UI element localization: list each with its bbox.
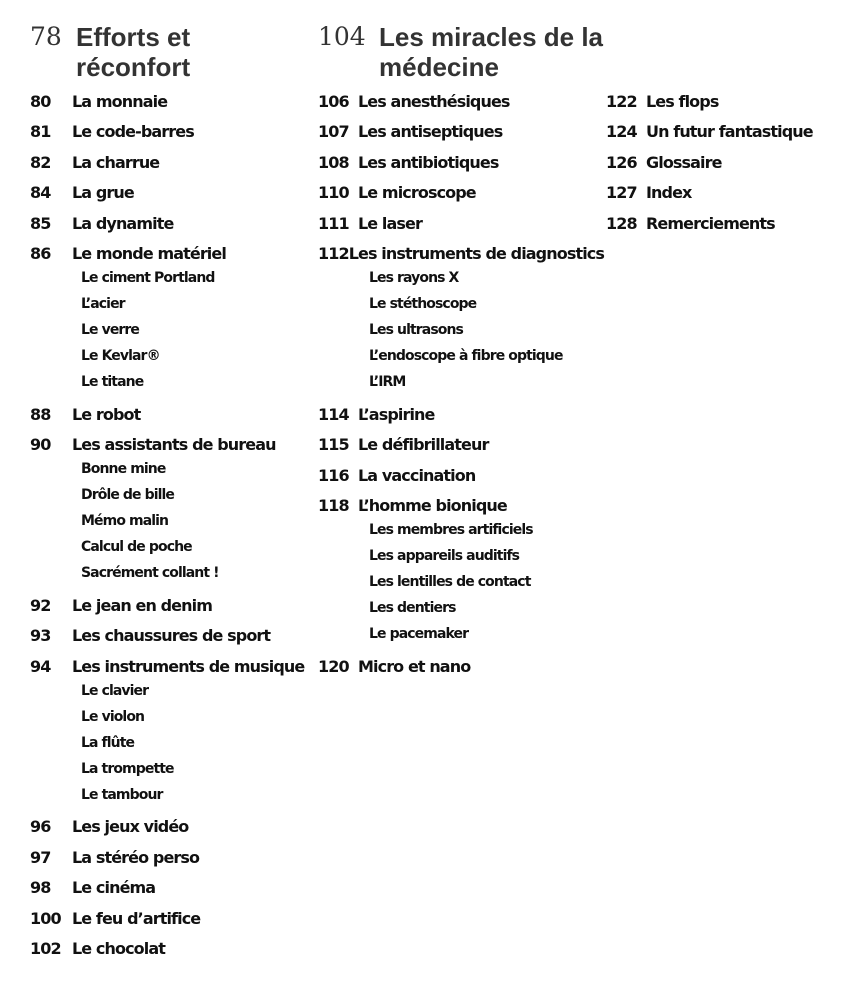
entry-page-number: 98 bbox=[30, 878, 51, 898]
toc-entries bbox=[318, 86, 604, 682]
entry-page-number: 110 bbox=[318, 183, 349, 203]
section-title: Efforts et réconfort bbox=[76, 22, 191, 82]
toc-subentry: Sacrément collant ! bbox=[81, 565, 219, 581]
section-page-number: 78 bbox=[30, 22, 62, 51]
toc-subentry: Mémo malin bbox=[81, 513, 169, 529]
toc-column-1 bbox=[30, 0, 312, 964]
toc-subentry: Les dentiers bbox=[369, 600, 456, 616]
entry-title: Les anesthésiques bbox=[358, 91, 510, 111]
subentry-list bbox=[30, 456, 312, 586]
entry-title: Les antiseptiques bbox=[358, 122, 503, 142]
toc-column-2 bbox=[318, 0, 604, 682]
entry-page-number: 111 bbox=[318, 213, 349, 233]
toc-entry bbox=[30, 590, 312, 621]
entry-page-number: 118 bbox=[318, 496, 349, 516]
entry-title: Les flops bbox=[646, 91, 719, 111]
toc-subentry: Le ciment Portland bbox=[81, 270, 215, 286]
entry-page-number: 107 bbox=[318, 122, 349, 142]
entry-page-number: 82 bbox=[30, 152, 51, 172]
entry-page-number: 86 bbox=[30, 244, 51, 264]
toc-subentry: L’acier bbox=[81, 296, 125, 312]
subentry-list bbox=[318, 517, 604, 647]
entry-page-number: 92 bbox=[30, 595, 51, 615]
entry-title: Un futur fantastique bbox=[646, 122, 813, 142]
toc-entry bbox=[30, 812, 312, 843]
entry-page-number: 127 bbox=[606, 183, 637, 203]
toc-subentry: Calcul de poche bbox=[81, 539, 192, 555]
entry-title: Remerciements bbox=[646, 213, 775, 233]
entry-title: Index bbox=[646, 183, 692, 203]
toc-entry bbox=[30, 399, 312, 430]
toc-entry bbox=[30, 117, 312, 148]
entry-title: Les instruments de musique bbox=[72, 656, 305, 676]
subentry-list bbox=[30, 265, 312, 395]
entry-title: Micro et nano bbox=[358, 656, 471, 676]
entry-page-number: 106 bbox=[318, 91, 349, 111]
toc-entry bbox=[30, 178, 312, 209]
entry-title: Le robot bbox=[72, 404, 141, 424]
toc-subentry: La trompette bbox=[81, 760, 174, 777]
toc-subentry: L’endoscope à fibre optique bbox=[369, 348, 563, 364]
entry-page-number: 88 bbox=[30, 404, 51, 424]
entry-title: La vaccination bbox=[358, 465, 476, 485]
entry-page-number: 116 bbox=[318, 465, 349, 485]
section-heading bbox=[318, 22, 604, 86]
entry-title: La charrue bbox=[72, 152, 160, 172]
entry-page-number: 126 bbox=[606, 152, 637, 172]
toc-subentry: Bonne mine bbox=[81, 461, 166, 477]
entry-title: Les assistants de bureau bbox=[72, 435, 276, 455]
entry-title: Le monde matériel bbox=[72, 244, 226, 264]
entry-title: Le défibrillateur bbox=[358, 435, 489, 455]
entry-title: Les instruments de diagnostics bbox=[348, 244, 604, 264]
entry-page-number: 80 bbox=[30, 91, 51, 111]
toc-subentry: Le pacemaker bbox=[369, 626, 469, 642]
toc-subentry: Le clavier bbox=[81, 682, 149, 699]
toc-subentry: Le titane bbox=[81, 374, 144, 390]
entry-page-number: 97 bbox=[30, 847, 51, 867]
section-title: Les miracles de la médecine bbox=[379, 22, 604, 82]
toc-entry bbox=[30, 621, 312, 652]
toc-entries bbox=[606, 86, 846, 239]
entry-title: Le cinéma bbox=[72, 878, 156, 898]
entry-page-number: 114 bbox=[318, 404, 349, 424]
toc-subentry: Le stéthoscope bbox=[369, 296, 477, 312]
entry-title: La monnaie bbox=[72, 91, 168, 111]
entry-title: Les antibiotiques bbox=[358, 152, 499, 172]
toc-entry bbox=[318, 117, 604, 148]
entry-page-number: 122 bbox=[606, 91, 637, 111]
entry-page-number: 94 bbox=[30, 656, 51, 676]
toc-entry bbox=[318, 460, 604, 491]
toc-entry bbox=[30, 147, 312, 178]
toc-subentry: Les rayons X bbox=[369, 270, 459, 286]
toc-subentry: L’IRM bbox=[369, 374, 406, 390]
toc-entry bbox=[318, 430, 604, 461]
toc-subentry: Les membres artificiels bbox=[369, 522, 533, 538]
entry-page-number: 115 bbox=[318, 435, 349, 455]
toc-entry bbox=[30, 873, 312, 904]
toc-entry bbox=[318, 651, 604, 682]
entry-title: Le laser bbox=[358, 213, 422, 233]
entry-page-number: 128 bbox=[606, 213, 637, 233]
toc-entry bbox=[606, 86, 846, 117]
toc-entry bbox=[606, 147, 846, 178]
toc-column-3 bbox=[606, 86, 846, 239]
toc-entries bbox=[30, 86, 312, 964]
toc-entry bbox=[30, 903, 312, 934]
entry-page-number: 102 bbox=[30, 939, 61, 959]
toc-subentry: Le tambour bbox=[81, 786, 163, 803]
entry-page-number: 84 bbox=[30, 183, 51, 203]
toc-entry bbox=[606, 117, 846, 148]
section-page-number: 104 bbox=[318, 22, 366, 51]
toc-subentry: Les lentilles de contact bbox=[369, 574, 531, 590]
entry-title: La stéréo perso bbox=[72, 847, 200, 867]
entry-title: L’aspirine bbox=[358, 404, 435, 424]
entry-page-number: 96 bbox=[30, 817, 51, 837]
entry-title: Les chaussures de sport bbox=[72, 626, 271, 646]
subentry-list bbox=[318, 265, 604, 395]
toc-subentry: Drôle de bille bbox=[81, 487, 175, 503]
entry-title: Le feu d’artifice bbox=[72, 908, 201, 928]
entry-page-number: 100 bbox=[30, 908, 61, 928]
entry-title: Le code-barres bbox=[72, 122, 194, 142]
entry-page-number: 93 bbox=[30, 626, 51, 646]
entry-page-number: 85 bbox=[30, 213, 51, 233]
toc-subentry: Les ultrasons bbox=[369, 322, 463, 338]
toc-entry bbox=[318, 178, 604, 209]
toc-subentry: Le verre bbox=[81, 322, 140, 338]
entry-title: L’homme bionique bbox=[358, 496, 507, 516]
toc-entry bbox=[318, 208, 604, 239]
section-heading bbox=[30, 22, 312, 86]
entry-page-number: 108 bbox=[318, 152, 349, 172]
toc-entry bbox=[318, 147, 604, 178]
toc-entry bbox=[606, 178, 846, 209]
toc-entry bbox=[30, 208, 312, 239]
toc-subentry: La flûte bbox=[81, 734, 135, 751]
entry-title: Les jeux vidéo bbox=[72, 817, 189, 837]
entry-title: Le microscope bbox=[358, 183, 476, 203]
toc-subentry: Le violon bbox=[81, 708, 145, 725]
entry-title: La dynamite bbox=[72, 213, 174, 233]
entry-title: Le jean en denim bbox=[72, 595, 212, 615]
entry-page-number: 124 bbox=[606, 122, 637, 142]
toc-entry bbox=[606, 208, 846, 239]
toc-entry bbox=[318, 86, 604, 117]
entry-page-number: 120 bbox=[318, 656, 349, 676]
subentry-list bbox=[30, 678, 312, 808]
toc-subentry: Le Kevlar® bbox=[81, 348, 160, 364]
entry-title: Le chocolat bbox=[72, 939, 165, 959]
toc-entry bbox=[30, 86, 312, 117]
entry-page-number: 90 bbox=[30, 435, 51, 455]
toc-entry bbox=[318, 399, 604, 430]
entry-title: La grue bbox=[72, 183, 134, 203]
entry-page-number: 81 bbox=[30, 122, 51, 142]
toc-entry bbox=[30, 934, 312, 965]
entry-title: Glossaire bbox=[646, 152, 722, 172]
entry-page-number: 112 bbox=[318, 244, 349, 264]
toc-entry bbox=[30, 842, 312, 873]
toc-subentry: Les appareils auditifs bbox=[369, 548, 520, 564]
